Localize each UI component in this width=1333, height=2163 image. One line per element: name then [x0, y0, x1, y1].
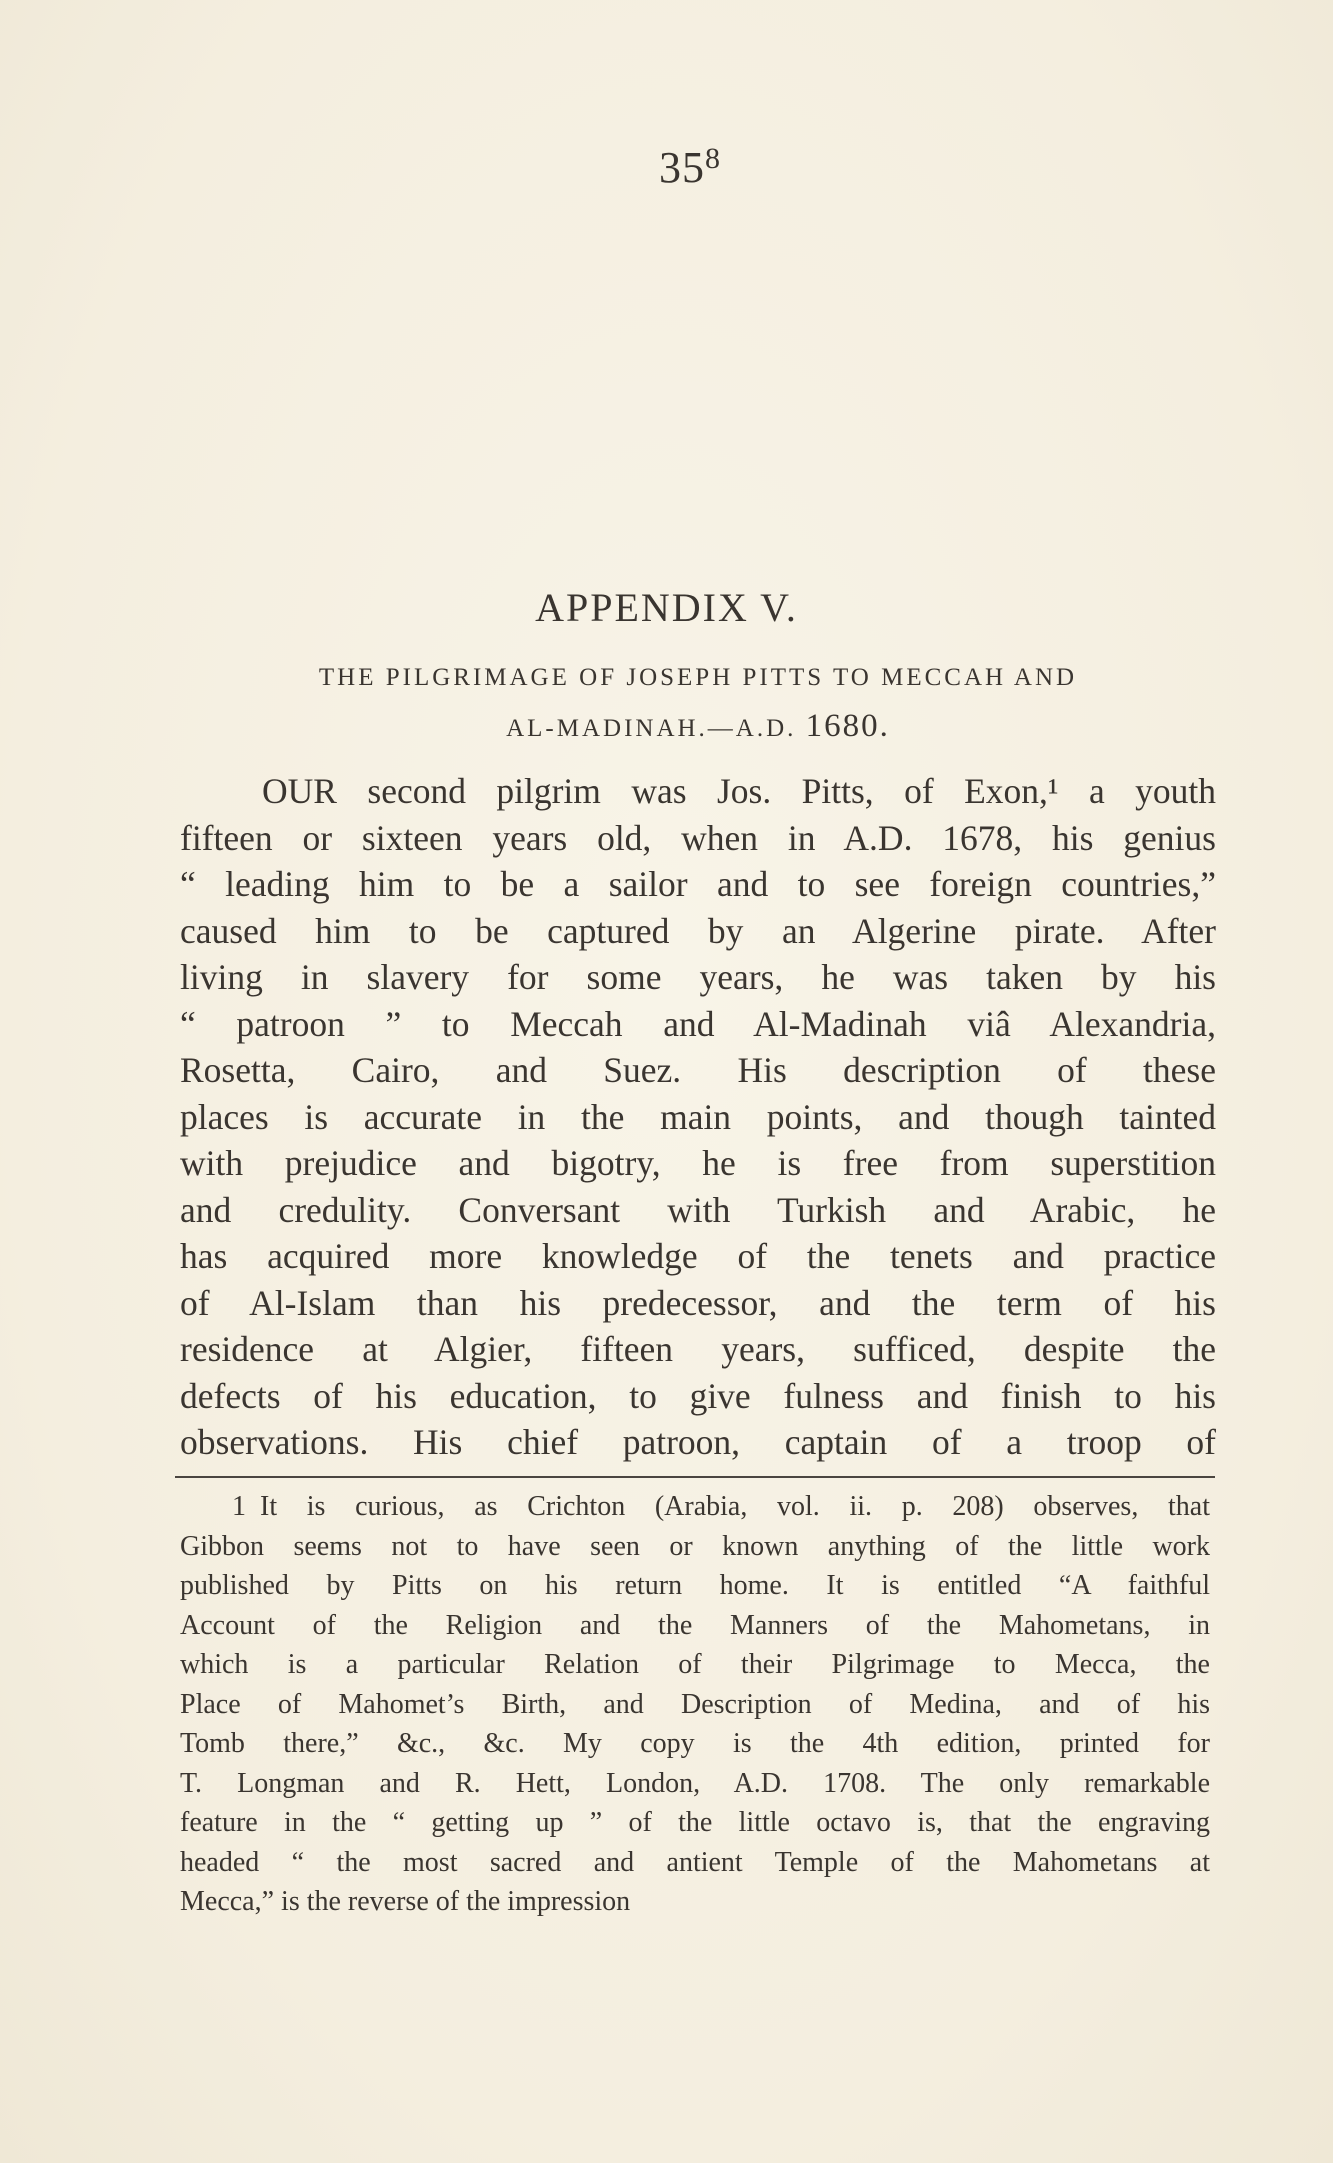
body-line: caused him to be captured by an Algerine pirate. After	[180, 910, 1216, 951]
footnote-line: feature in the “ getting up ” of the little octavo is, that the engraving	[180, 1807, 1210, 1838]
appendix-title: APPENDIX V.	[535, 585, 798, 630]
footnote-marker: 1	[232, 1491, 246, 1522]
body-line: and credulity. Conversant with Turkish and Arabic, he	[180, 1189, 1216, 1230]
footnote-line: which is a particular Relation of their Pilgrimage to Mecca, the	[180, 1649, 1210, 1680]
body-line: of Al-Islam than his predecessor, and the term of his	[180, 1282, 1216, 1323]
footnote-line: Account of the Religion and the Manners of the Mahometans, in	[180, 1609, 1210, 1641]
footnote-line: 1 It is curious, as Crichton (Arabia, vol. ii. p. 208) observes, that	[232, 1491, 1210, 1522]
body-line: fifteen or sixteen years old, when in A.D. 1678, his genius	[180, 817, 1216, 858]
body-line: residence at Algier, fifteen years, sufficed, despite the	[180, 1329, 1216, 1369]
body-line: has acquired more knowledge of the tenets and practice	[180, 1236, 1216, 1276]
body-line: “ leading him to be a sailor and to see foreign countries,”	[180, 864, 1216, 904]
body-line: places is accurate in the main points, and though tainted	[180, 1096, 1216, 1137]
body-line: living in slavery for some years, he was taken by his	[180, 957, 1216, 997]
footnote-line: Place of Mahomet’s Birth, and Description of Medina, and of his	[180, 1688, 1210, 1720]
chapter-subtitle-line-2: AL-MADINAH.—A.D. 1680.	[506, 708, 890, 744]
body-paragraph	[180, 768, 1216, 1466]
body-line: OUR second pilgrim was Jos. Pitts, of Exon,¹ a youth	[262, 771, 1216, 811]
footnote-line: Mecca,” is the reverse of the impression	[180, 1886, 631, 1917]
body-line: with prejudice and bigotry, he is free from superstition	[180, 1143, 1216, 1183]
footnote	[180, 1487, 1210, 1922]
body-line: defects of his education, to give fulness and finish to his	[180, 1375, 1216, 1416]
body-line: Rosetta, Cairo, and Suez. His description of these	[180, 1050, 1216, 1090]
footnote-line: published by Pitts on his return home. It is entitled “A faithful	[180, 1570, 1210, 1601]
chapter-subtitle-line-1: THE PILGRIMAGE OF JOSEPH PITTS TO MECCAH AND	[318, 664, 1078, 691]
footnote-line: headed “ the most sacred and antient Temple of the Mahometans at	[180, 1846, 1210, 1878]
body-line: “ patroon ” to Meccah and Al-Madinah viâ Alexandria,	[180, 1003, 1216, 1044]
body-line: observations. His chief patroon, captain of a troop of	[180, 1422, 1216, 1462]
page-number: $35^8$	[659, 142, 721, 192]
footnote-line: T. Longman and R. Hett, London, A.D. 1708. The only remarkable	[180, 1767, 1210, 1799]
footnote-line: Gibbon seems not to have seen or known anything of the little work	[180, 1530, 1210, 1562]
footnote-line: Tomb there,” &c., &c. My copy is the 4th edition, printed for	[180, 1728, 1210, 1759]
footnote-divider	[175, 1476, 1215, 1478]
